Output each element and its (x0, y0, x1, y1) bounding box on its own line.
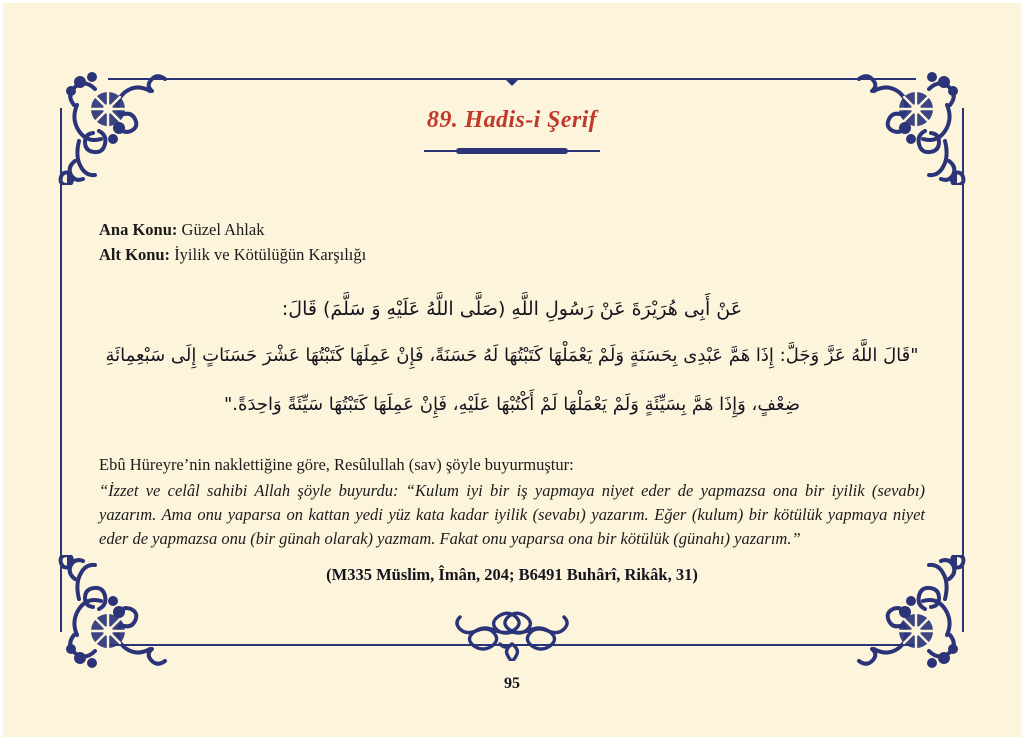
page-title: 89. Hadis-i Şerif (426, 107, 598, 133)
sub-topic-row (99, 242, 925, 267)
bottom-knot-ornament (450, 611, 574, 661)
translation-body: “İzzet ve celâl sahibi Allah şöyle buyurdu: “Kulum iyi bir iş yapmaya niyet eder de yapmazsa ona bir iyilik (sevabı) yazarım. Ama onu yaparsa on kattan yedi yüz kata kadar iyilik (sevabı) yazarım. Eğer (kulum) bir kötülük yapmaya niyet eder de yapmazsa onu (bir günah olarak) yazmam. Fakat onu yaparsa ona bir kötülük (günahı) yazarım.” (99, 480, 925, 549)
source-citation: (M335 Müslim, Îmân, 204; B6491 Buhârî, Rikâk, 31) (326, 565, 698, 585)
title-divider (424, 147, 600, 155)
arabic-matn-line-2: ضِعْفٍ، وَإِذَا هَمَّ بِسَيِّئَةٍ وَلَمْ يَعْمَلْهَا لَمْ أَكْتُبْهَا عَلَيْهِ، فَإِنْ عَمِلَهَا كَتَبْتُهَا سَيِّئَةً وَاحِدَةً." (224, 394, 800, 416)
topic-block (99, 217, 925, 267)
frame-right-line (962, 108, 964, 632)
translation-intro: Ebû Hüreyre’nin naklettiğine göre, Resûlullah (sav) şöyle buyurmuştur: (99, 455, 574, 475)
arabic-text-block (99, 293, 925, 424)
frame-left-line (60, 108, 62, 632)
arabic-matn-line-1: "قَالَ اللَّهُ عَزَّ وَجَلَّ: إِذَا هَمَّ عَبْدِى بِحَسَنَةٍ وَلَمْ يَعْمَلْهَا كَتَبْتُهَا لَهُ حَسَنَةً، فَإِنْ عَمِلَهَا كَتَبْتُهَا عَشْرَ حَسَنَاتٍ إِلَى سَبْعِمِائَةِ (105, 345, 919, 367)
main-topic-label: Ana Konu: (99, 220, 178, 239)
page-content (99, 99, 925, 585)
main-topic-row (99, 217, 925, 242)
arabic-isnad-line: عَنْ أَبِى هُرَيْرَةَ عَنْ رَسُولِ اللَّهِ (صَلَّى اللَّهُ عَلَيْهِ وَ سَلَّمَ) قَالَ: (281, 298, 743, 321)
sub-topic-value: İyilik ve Kötülüğün Karşılığı (174, 245, 367, 265)
sub-topic-label: Alt Konu: (99, 245, 171, 265)
main-topic-value: Güzel Ahlak (181, 220, 265, 239)
page-number: 95 (504, 675, 520, 692)
frame-top-tick-ornament (505, 79, 519, 86)
title-divider-thick-line (456, 148, 568, 154)
